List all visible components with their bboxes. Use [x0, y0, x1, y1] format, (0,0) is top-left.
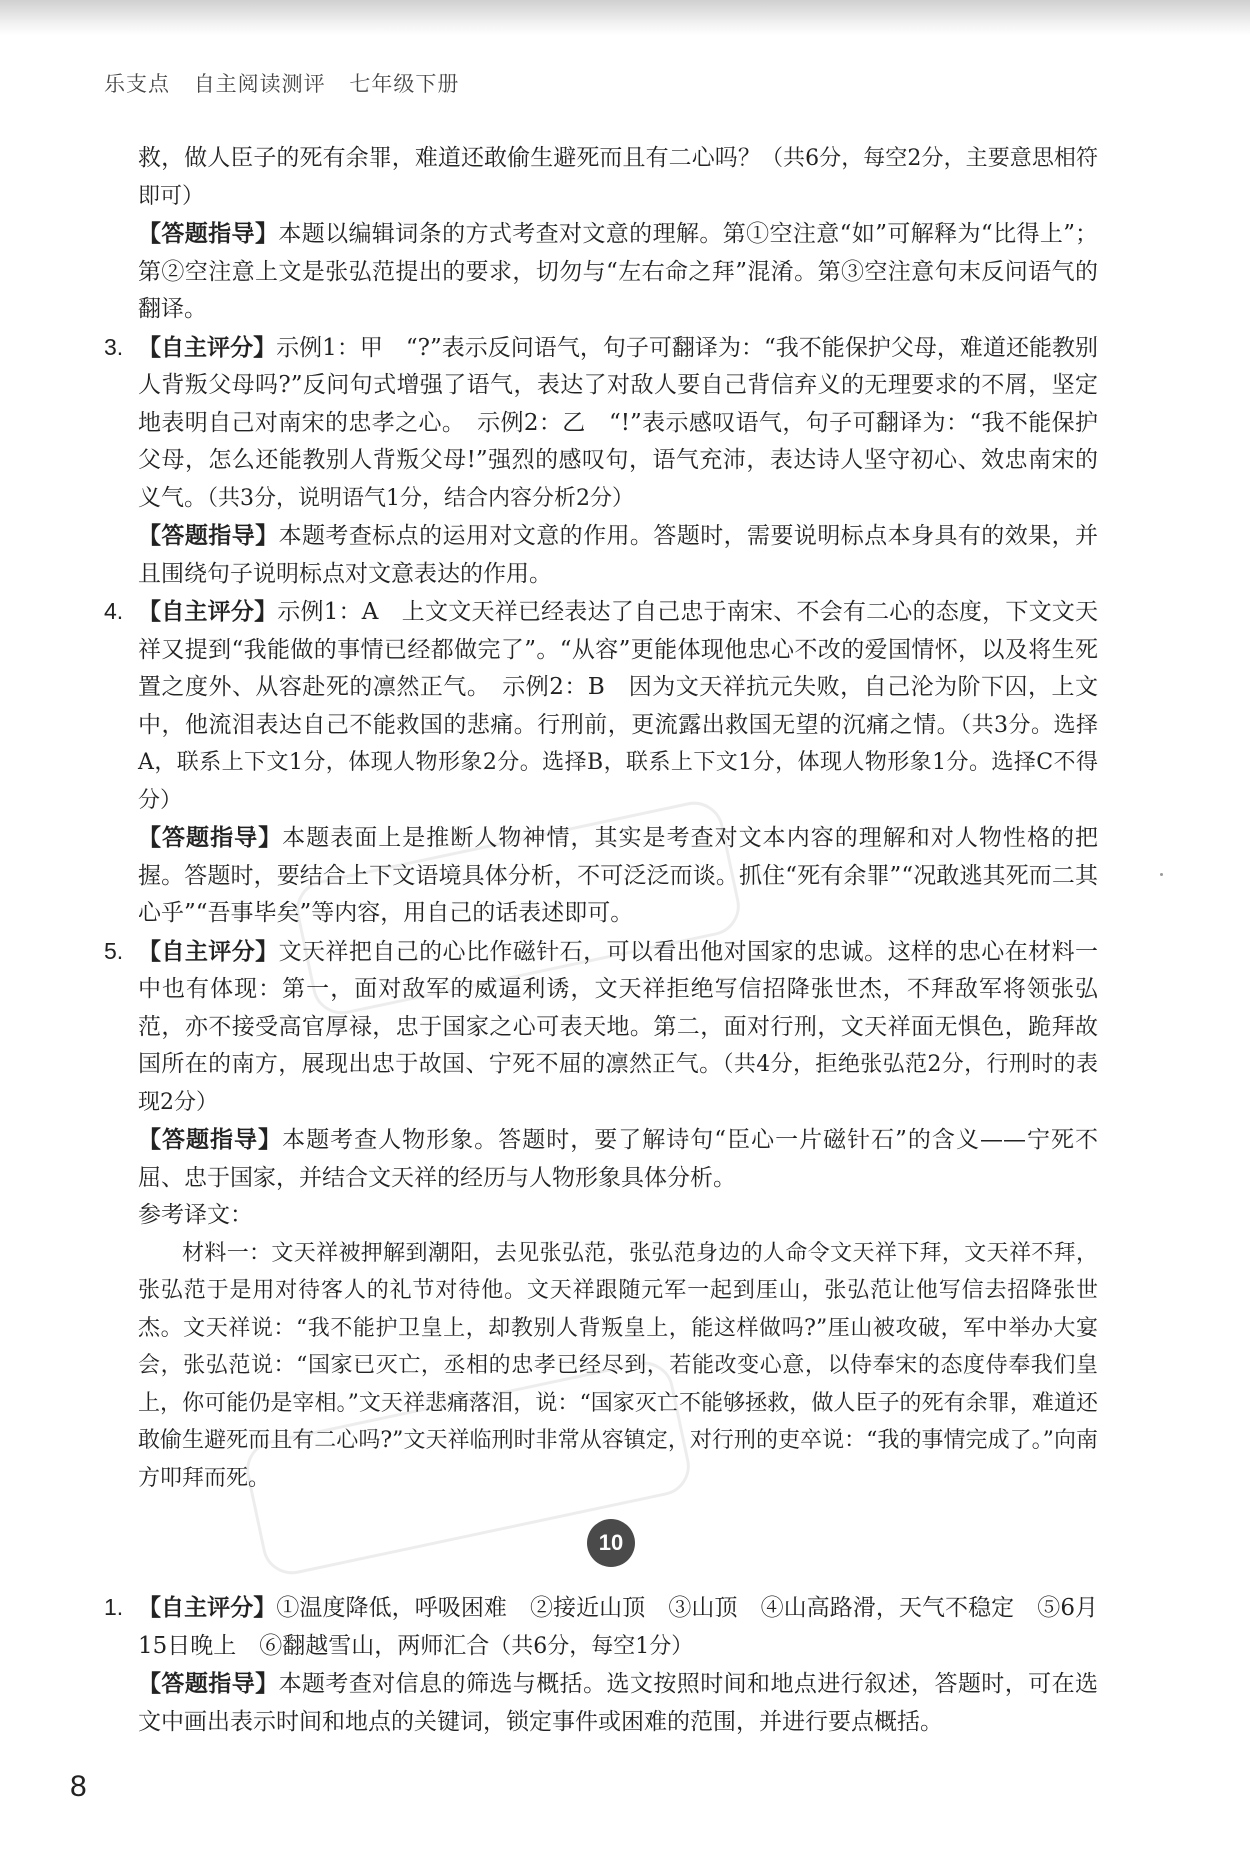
- question-item: [104, 1589, 1099, 1741]
- guide-paragraph: 【答题指导】本题考查对信息的筛选与概括。选文按照时间和地点进行叙述，答题时，可在选文中画出表示时间和地点的关键词，锁定事件或困难的范围，并进行要点概括。: [138, 1670, 1099, 1735]
- eval-paragraph: 【自主评分】①温度降低，呼吸困难 ②接近山顶 ③山顶 ④山高路滑，天气不稳定 ⑤6月15日晚上 ⑥翻越雪山，两师汇合（共6分，每空1分）: [138, 1594, 1099, 1659]
- eval-tag: 【自主评分】: [138, 598, 278, 625]
- guide-tag: 【答题指导】: [138, 522, 279, 549]
- section-number-badge: 10: [587, 1519, 635, 1567]
- guide-paragraph: 【答题指导】本题考查人物形象。答题时，要了解诗句“臣心一片磁针石”的含义——宁死不屈、忠于国家，并结合文天祥的经历与人物形象具体分析。: [138, 1126, 1098, 1191]
- guide-paragraph: 【答题指导】本题表面上是推断人物神情，其实是考查对文本内容的理解和对人物性格的把握。答题时，要结合上下文语境具体分析，不可泛泛而谈。抓住“死有余罪”“况敢逃其死而二其心乎”“吾事毕矣”等内容，用自己的话表述即可。: [138, 824, 1099, 926]
- question-number: 4.: [104, 598, 124, 624]
- guide-tag: 【答题指导】: [138, 1126, 283, 1153]
- top-shadow: [0, 0, 1250, 36]
- question-number: 3.: [104, 333, 124, 360]
- eval-tag: 【自主评分】: [138, 333, 277, 361]
- eval-paragraph: 【自主评分】文天祥把自己的心比作磁针石，可以看出他对国家的忠诚。这样的忠心在材料一中也有体现：第一，面对敌军的威逼利诱，文天祥拒绝写信招降张世杰，不拜敌军将领张弘范，亦不接受高官厚禄，忠于国家之心可表天地。第二，面对行刑，文天祥面无惧色，跪拜故国所在的南方，展现出忠于故国、宁死不屈的凛然正气。（共4分，拒绝张弘范2分，行刑时的表现2分）: [138, 937, 1099, 1115]
- question-item: [104, 593, 1099, 933]
- translation-paragraph: 材料一：文天祥被押解到潮阳，去见张弘范，张弘范身边的人命令文天祥下拜，文天祥不拜，张弘范于是用对待客人的礼节对待他。文天祥跟随元军一起到厓山，张弘范让他写信去招降张世杰。文天祥说：“我不能护卫皇上，却教别人背叛皇上，能这样做吗?”厓山被攻破，军中举办大宴会，张弘范说：“国家已灭亡，丞相的忠孝已经尽到，若能改变心意，以侍奉宋的态度侍奉我们皇上，你可能仍是宰相。”文天祥悲痛落泪，说：“国家灭亡不能够拯救，做人臣子的死有余罪，难道还敢偷生避死而且有二心吗?”文天祥临刑时非常从容镇定，对行刑的吏卒说：“我的事情完成了。”向南方叩拜而死。: [138, 1240, 1098, 1491]
- question-number: 1.: [104, 1594, 124, 1620]
- guide-paragraph: 【答题指导】本题考查标点的运用对文意的作用。答题时，需要说明标点本身具有的效果，并且围绕句子说明标点对文意表达的作用。: [138, 522, 1099, 587]
- page-number: 8: [70, 1770, 87, 1803]
- speck: [1160, 873, 1163, 876]
- guide-tag: 【答题指导】: [138, 1670, 279, 1697]
- guide-paragraph: 【答题指导】本题以编辑词条的方式考查对文意的理解。第①空注意“如”可解释为“比得上”；第②空注意上文是张弘范提出的要求，切勿与“左右命之拜”混淆。第③空注意句末反问语气的翻译。: [138, 220, 1098, 322]
- page-header: [104, 68, 459, 98]
- eval-paragraph: 【自主评分】示例1：A 上文文天祥已经表达了自己忠于南宋、不会有二心的态度，下文文天祥又提到“我能做的事情已经都做完了”。“从容”更能体现他忠心不改的爱国情怀，以及将生死置之度外、从容赴死的凛然正气。 示例2：B 因为文天祥抗元失败，自己沦为阶下囚，上文中，他流泪表达自己不能救国的悲痛。行刑前，更流露出救国无望的沉痛之情。（共3分。选择A，联系上下文1分，体现人物形象2分。选择B，联系上下文1分，体现人物形象1分。选择C不得分）: [138, 598, 1099, 813]
- guide-tag: 【答题指导】: [138, 824, 283, 851]
- eval-paragraph: 【自主评分】示例1：甲 “?”表示反问语气，句子可翻译为：“我不能保护父母，难道还能教别人背叛父母吗?”反问句式增强了语气，表达了对敌人要自己背信弃义的无理要求的不屑，坚定地表明自己对南宋的忠孝之心。 示例2：乙 “!”表示感叹语气，句子可翻译为：“我不能保护父母，怎么还能教别人背叛父母!”强烈的感叹句，语气充沛，表达诗人坚守初心、效忠南宋的义气。（共3分，说明语气1分，结合内容分析2分）: [138, 333, 1099, 511]
- header-brand: 乐支点: [104, 72, 170, 96]
- question-item: [104, 329, 1099, 594]
- translation-label: 参考译文：: [138, 1202, 253, 1228]
- continuation-paragraph: 救，做人臣子的死有余罪，难道还敢偷生避死而且有二心吗？（共6分，每空2分，主要意思相符即可）: [138, 145, 1099, 209]
- section-badge-row: [138, 1497, 1098, 1589]
- header-series: 自主阅读测评: [193, 72, 326, 96]
- answer-content: [104, 140, 1099, 1741]
- question-item: [104, 933, 1099, 1198]
- eval-tag: 【自主评分】: [138, 1594, 277, 1621]
- eval-tag: 【自主评分】: [138, 937, 279, 965]
- question-number: 5.: [104, 937, 124, 964]
- guide-tag: 【答题指导】: [138, 220, 279, 247]
- header-grade: 七年级下册: [349, 72, 460, 96]
